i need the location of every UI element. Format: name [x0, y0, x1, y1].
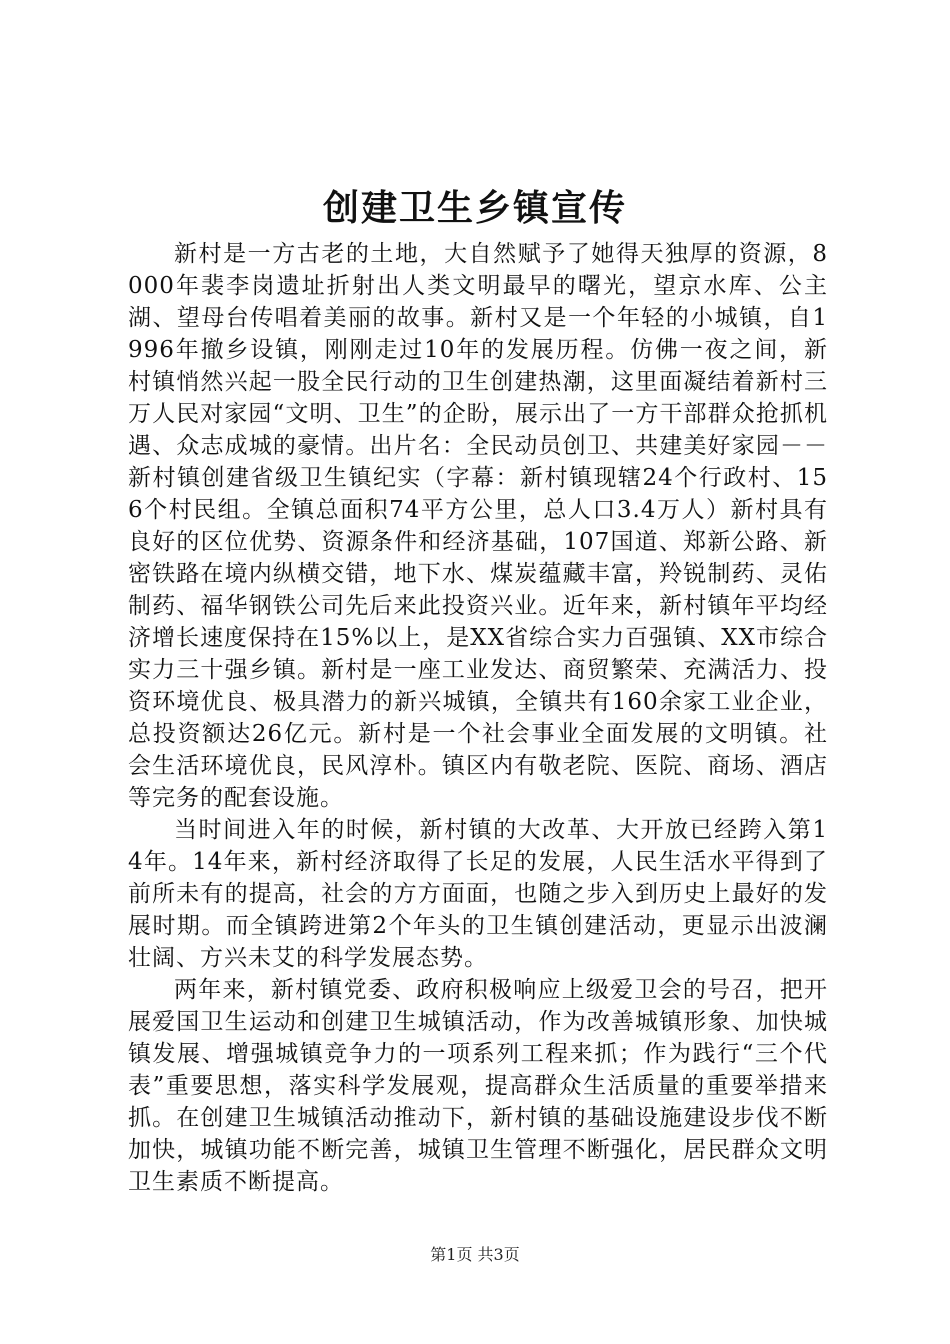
- document-body: [128, 238, 828, 1198]
- document-title: 创建卫生乡镇宣传: [322, 187, 627, 229]
- page-footer: 第1页 共3页: [430, 1245, 520, 1264]
- paragraph-1: 新村是一方古老的土地，大自然赋予了她得天独厚的资源，8000年裴李岗遗址折射出人类文明最早的曙光，望京水库、公主湖、望母台传唱着美丽的故事。新村又是一个年轻的小城镇，自1996年撤乡设镇，刚刚走过10年的发展历程。仿佛一夜之间，新村镇悄然兴起一股全民行动的卫生创建热潮，这里面凝结着新村三万人民对家园“文明、卫生”的企盼，展示出了一方干部群众抢抓机遇、众志成城的豪情。出片名：全民动员创卫、共建美好家园－－新村镇创建省级卫生镇纪实（字幕：新村镇现辖24个行政村、156个村民组。全镇总面积74平方公里，总人口3.4万人）新村具有良好的区位优势、资源条件和经济基础，107国道、郑新公路、新密铁路在境内纵横交错，地下水、煤炭蕴藏丰富，羚锐制药、灵佑制药、福华钢铁公司先后来此投资兴业。近年来，新村镇年平均经济增长速度保持在15%以上，是XX省综合实力百强镇、XX市综合实力三十强乡镇。新村是一座工业发达、商贸繁荣、充满活力、投资环境优良、极具潜力的新兴城镇，全镇共有160余家工业企业，总投资额达26亿元。新村是一个社会事业全面发展的文明镇。社会生活环境优良，民风淳朴。镇区内有敬老院、医院、商场、酒店等完务的配套设施。: [128, 241, 828, 811]
- paragraph-3: 两年来，新村镇党委、政府积极响应上级爱卫会的号召，把开展爱国卫生运动和创建卫生城镇活动，作为改善城镇形象、加快城镇发展、增强城镇竞争力的一项系列工程来抓；作为践行“三个代表”重要思想，落实科学发展观，提高群众生活质量的重要举措来抓。在创建卫生城镇活动推动下，新村镇的基础设施建设步伐不断加快，城镇功能不断完善，城镇卫生管理不断强化，居民群众文明卫生素质不断提高。: [128, 977, 828, 1195]
- paragraph-2: 当时间进入年的时候，新村镇的大改革、大开放已经跨入第14年。14年来，新村经济取得了长足的发展，人民生活水平得到了前所未有的提高，社会的方方面面，也随之步入到历史上最好的发展时期。而全镇跨进第2个年头的卫生镇创建活动，更显示出波澜壮阔、方兴未艾的科学发展态势。: [128, 817, 828, 971]
